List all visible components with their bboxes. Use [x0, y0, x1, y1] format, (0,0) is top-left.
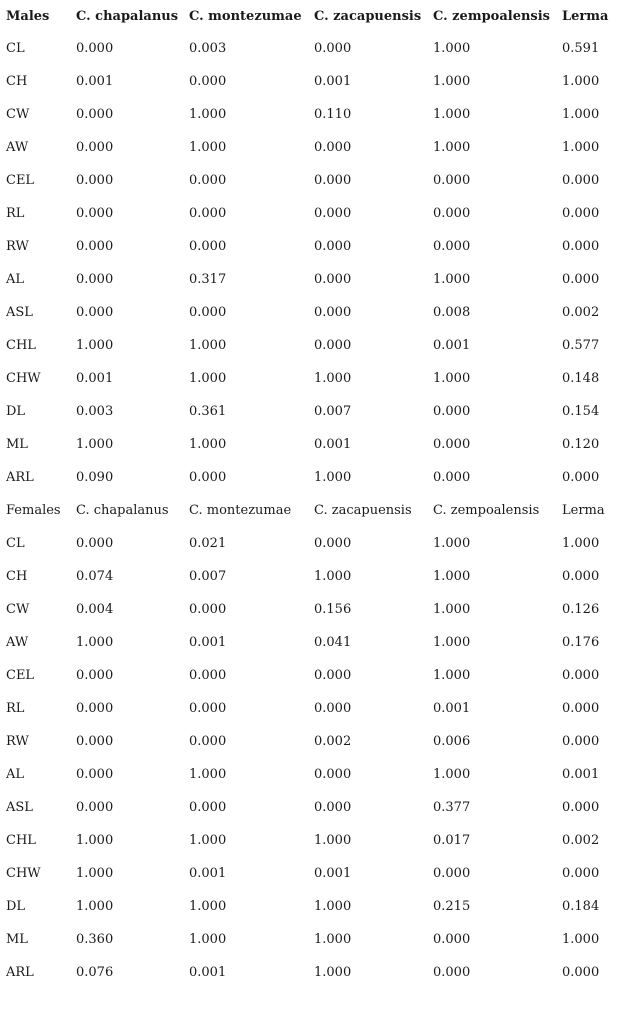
- table-row: [6, 923, 622, 956]
- males-header-row: [6, 0, 622, 32]
- p-value-cell: 0.000: [76, 239, 114, 254]
- p-value-cell: 0.000: [189, 602, 227, 617]
- p-value-cell: 0.000: [562, 668, 600, 683]
- variable-label: RW: [6, 734, 29, 749]
- column-header: C. zacapuensis: [314, 8, 422, 24]
- table-row: [6, 65, 622, 98]
- variable-label: CL: [6, 41, 25, 56]
- variable-label: ML: [6, 932, 28, 947]
- p-value-cell: 1.000: [76, 833, 114, 848]
- p-value-cell: 0.317: [189, 272, 227, 287]
- p-value-cell: 1.000: [189, 767, 227, 782]
- variable-label: AW: [6, 140, 29, 155]
- column-header: C. chapalanus: [76, 8, 179, 24]
- p-value-cell: 0.110: [314, 107, 352, 122]
- p-value-cell: 0.000: [562, 701, 600, 716]
- p-value-cell: 0.000: [433, 173, 471, 188]
- p-value-cell: 0.126: [562, 602, 600, 617]
- table-row: [6, 758, 622, 791]
- p-value-cell: 0.003: [189, 41, 227, 56]
- p-value-cell: 0.000: [433, 932, 471, 947]
- variable-label: CEL: [6, 173, 35, 188]
- variable-label: CW: [6, 602, 30, 617]
- p-value-cell: 1.000: [433, 41, 471, 56]
- group-label: Females: [6, 503, 61, 518]
- p-value-cell: 0.000: [562, 173, 600, 188]
- p-value-cell: 1.000: [189, 371, 227, 386]
- p-value-cell: 1.000: [76, 338, 114, 353]
- p-value-cell: 0.000: [314, 272, 352, 287]
- p-value-cell: 0.000: [76, 800, 114, 815]
- p-value-cell: 0.148: [562, 371, 600, 386]
- p-value-cell: 0.000: [189, 470, 227, 485]
- p-value-cell: 0.006: [433, 734, 471, 749]
- variable-label: AW: [6, 635, 29, 650]
- p-value-cell: 0.000: [433, 206, 471, 221]
- p-value-cell: 0.000: [562, 800, 600, 815]
- column-header: C. zempoalensis: [433, 503, 540, 518]
- variable-label: DL: [6, 899, 26, 914]
- p-value-cell: 1.000: [189, 437, 227, 452]
- p-value-cell: 0.000: [189, 239, 227, 254]
- p-value-cell: 0.577: [562, 338, 600, 353]
- p-value-cell: 0.000: [76, 734, 114, 749]
- p-value-cell: 0.001: [314, 866, 352, 881]
- p-value-cell: 1.000: [189, 833, 227, 848]
- p-value-cell: 0.000: [76, 173, 114, 188]
- p-value-cell: 0.000: [562, 470, 600, 485]
- p-value-cell: 0.361: [189, 404, 227, 419]
- variable-label: CL: [6, 536, 25, 551]
- table-row: [6, 725, 622, 758]
- p-value-cell: 1.000: [314, 965, 352, 980]
- p-value-cell: 1.000: [76, 899, 114, 914]
- p-value-cell: 0.360: [76, 932, 114, 947]
- table-row: [6, 32, 622, 65]
- table-row: [6, 230, 622, 263]
- p-value-cell: 1.000: [189, 107, 227, 122]
- p-value-cell: 0.003: [76, 404, 114, 419]
- p-value-cell: 0.154: [562, 404, 600, 419]
- variable-label: CHL: [6, 338, 36, 353]
- p-value-cell: 0.000: [189, 734, 227, 749]
- p-value-cell: 0.000: [76, 140, 114, 155]
- p-value-cell: 0.000: [76, 536, 114, 551]
- p-value-cell: 1.000: [314, 470, 352, 485]
- variable-label: CHL: [6, 833, 36, 848]
- variable-label: CW: [6, 107, 30, 122]
- p-value-cell: 0.001: [189, 635, 227, 650]
- p-value-cell: 0.007: [189, 569, 227, 584]
- table-row: [6, 329, 622, 362]
- p-value-cell: 0.000: [76, 305, 114, 320]
- p-value-cell: 0.000: [314, 239, 352, 254]
- p-value-cell: 1.000: [562, 536, 600, 551]
- column-header: C. zempoalensis: [433, 8, 550, 24]
- table-row: [6, 890, 622, 923]
- variable-label: RW: [6, 239, 29, 254]
- variable-label: CH: [6, 74, 28, 89]
- column-header: C. montezumae: [189, 8, 302, 24]
- females-header-row: [6, 494, 622, 527]
- table-row: [6, 593, 622, 626]
- table-row: [6, 857, 622, 890]
- table-row: [6, 263, 622, 296]
- table-row: [6, 164, 622, 197]
- p-value-cell: 0.000: [314, 668, 352, 683]
- p-value-cell: 0.000: [189, 701, 227, 716]
- variable-label: DL: [6, 404, 26, 419]
- table-row: [6, 956, 622, 989]
- p-value-cell: 0.007: [314, 404, 352, 419]
- p-value-cell: 0.000: [314, 800, 352, 815]
- p-value-cell: 0.000: [76, 272, 114, 287]
- table-row: [6, 824, 622, 857]
- variable-label: ASL: [6, 800, 33, 815]
- p-value-cell: 1.000: [433, 272, 471, 287]
- p-value-cell: 0.120: [562, 437, 600, 452]
- p-value-cell: 0.000: [562, 569, 600, 584]
- variable-label: ARL: [6, 965, 34, 980]
- p-value-cell: 1.000: [189, 899, 227, 914]
- p-value-cell: 0.000: [433, 404, 471, 419]
- p-value-cell: 1.000: [433, 536, 471, 551]
- p-value-cell: 1.000: [76, 866, 114, 881]
- variable-label: CHW: [6, 866, 41, 881]
- p-value-cell: 0.001: [189, 965, 227, 980]
- p-value-cell: 0.000: [189, 800, 227, 815]
- p-value-cell: 1.000: [433, 569, 471, 584]
- p-value-cell: 0.000: [562, 272, 600, 287]
- p-value-cell: 0.000: [562, 206, 600, 221]
- p-value-cell: 0.001: [76, 371, 114, 386]
- p-value-cell: 1.000: [433, 74, 471, 89]
- table-row: [6, 197, 622, 230]
- p-value-cell: 0.000: [189, 173, 227, 188]
- p-value-cell: 0.001: [76, 74, 114, 89]
- p-value-cell: 0.090: [76, 470, 114, 485]
- table-row: [6, 659, 622, 692]
- table-row: [6, 791, 622, 824]
- p-value-cell: 0.000: [76, 701, 114, 716]
- p-value-cell: 0.002: [562, 305, 600, 320]
- p-value-cell: 0.000: [314, 305, 352, 320]
- p-value-cell: 0.000: [189, 206, 227, 221]
- p-value-cell: 0.021: [189, 536, 227, 551]
- variable-label: ARL: [6, 470, 34, 485]
- variable-label: AL: [6, 272, 25, 287]
- p-value-cell: 1.000: [189, 140, 227, 155]
- p-value-cell: 0.176: [562, 635, 600, 650]
- p-value-cell: 1.000: [433, 767, 471, 782]
- p-value-cell: 0.001: [433, 338, 471, 353]
- table-row: [6, 527, 622, 560]
- p-value-cell: 1.000: [433, 371, 471, 386]
- p-value-cell: 0.000: [433, 965, 471, 980]
- column-header: C. chapalanus: [76, 503, 169, 518]
- variable-label: RL: [6, 206, 25, 221]
- p-value-cell: 0.076: [76, 965, 114, 980]
- p-value-cell: 0.074: [76, 569, 114, 584]
- p-value-cell: 0.000: [314, 173, 352, 188]
- variable-label: ML: [6, 437, 28, 452]
- column-header: C. zacapuensis: [314, 503, 412, 518]
- variable-label: CH: [6, 569, 28, 584]
- p-value-cell: 1.000: [562, 74, 600, 89]
- p-value-cell: 1.000: [189, 338, 227, 353]
- p-value-cell: 0.000: [189, 305, 227, 320]
- column-header: C. montezumae: [189, 503, 292, 518]
- p-value-cell: 1.000: [76, 635, 114, 650]
- p-value-cell: 0.000: [562, 866, 600, 881]
- p-value-cell: 1.000: [314, 569, 352, 584]
- table-row: [6, 626, 622, 659]
- p-value-cell: 0.000: [314, 206, 352, 221]
- variable-label: ASL: [6, 305, 33, 320]
- table-row: [6, 131, 622, 164]
- p-value-cell: 0.001: [314, 74, 352, 89]
- p-value-cell: 0.000: [314, 767, 352, 782]
- p-value-cell: 0.000: [433, 470, 471, 485]
- p-value-cell: 0.002: [562, 833, 600, 848]
- table-row: [6, 98, 622, 131]
- p-value-cell: 0.000: [76, 107, 114, 122]
- p-value-cell: 0.000: [562, 965, 600, 980]
- p-value-cell: 0.000: [314, 338, 352, 353]
- p-value-cell: 0.002: [314, 734, 352, 749]
- p-value-cell: 0.000: [189, 74, 227, 89]
- p-value-cell: 0.000: [562, 239, 600, 254]
- p-value-cell: 0.004: [76, 602, 114, 617]
- table-row: [6, 461, 622, 494]
- column-header: Lerma: [562, 8, 609, 24]
- p-value-cell: 1.000: [189, 932, 227, 947]
- p-value-cell: 0.000: [189, 668, 227, 683]
- p-value-cell: 1.000: [76, 437, 114, 452]
- table-row: [6, 296, 622, 329]
- p-value-cell: 1.000: [562, 932, 600, 947]
- p-value-cell: 0.041: [314, 635, 352, 650]
- variable-label: CHW: [6, 371, 41, 386]
- p-value-cell: 1.000: [314, 899, 352, 914]
- p-value-cell: 0.017: [433, 833, 471, 848]
- p-value-cell: 0.001: [189, 866, 227, 881]
- p-value-cell: 1.000: [433, 140, 471, 155]
- p-value-cell: 0.000: [433, 866, 471, 881]
- p-value-cell: 1.000: [433, 602, 471, 617]
- variable-label: AL: [6, 767, 25, 782]
- p-value-cell: 0.000: [314, 140, 352, 155]
- p-value-cell: 1.000: [433, 668, 471, 683]
- column-header: Lerma: [562, 503, 605, 518]
- p-value-cell: 0.215: [433, 899, 471, 914]
- p-value-cell: 0.000: [76, 206, 114, 221]
- table-row: [6, 428, 622, 461]
- table-row: [6, 362, 622, 395]
- p-value-cell: 0.000: [433, 239, 471, 254]
- p-value-cell: 0.591: [562, 41, 600, 56]
- p-value-cell: 0.001: [314, 437, 352, 452]
- p-value-cell: 1.000: [562, 140, 600, 155]
- table-row: [6, 692, 622, 725]
- p-value-cell: 0.001: [433, 701, 471, 716]
- variable-label: CEL: [6, 668, 35, 683]
- p-value-cell: 0.377: [433, 800, 471, 815]
- p-value-cell: 0.001: [562, 767, 600, 782]
- group-label: Males: [6, 8, 50, 24]
- p-value-cell: 0.184: [562, 899, 600, 914]
- table-row: [6, 560, 622, 593]
- p-value-cell: 0.000: [314, 536, 352, 551]
- p-value-cell: 1.000: [314, 371, 352, 386]
- p-value-cell: 1.000: [314, 833, 352, 848]
- p-value-cell: 0.000: [76, 767, 114, 782]
- comparison-table: [6, 0, 622, 989]
- p-value-cell: 1.000: [562, 107, 600, 122]
- p-value-cell: 0.008: [433, 305, 471, 320]
- p-value-cell: 1.000: [433, 107, 471, 122]
- variable-label: RL: [6, 701, 25, 716]
- p-value-cell: 0.000: [562, 734, 600, 749]
- p-value-cell: 0.156: [314, 602, 352, 617]
- p-value-cell: 0.000: [314, 41, 352, 56]
- p-value-cell: 0.000: [76, 668, 114, 683]
- p-value-cell: 0.000: [314, 701, 352, 716]
- table-row: [6, 395, 622, 428]
- p-value-cell: 1.000: [433, 635, 471, 650]
- p-value-cell: 0.000: [433, 437, 471, 452]
- p-value-cell: 1.000: [314, 932, 352, 947]
- p-value-cell: 0.000: [76, 41, 114, 56]
- table-body: [6, 0, 622, 989]
